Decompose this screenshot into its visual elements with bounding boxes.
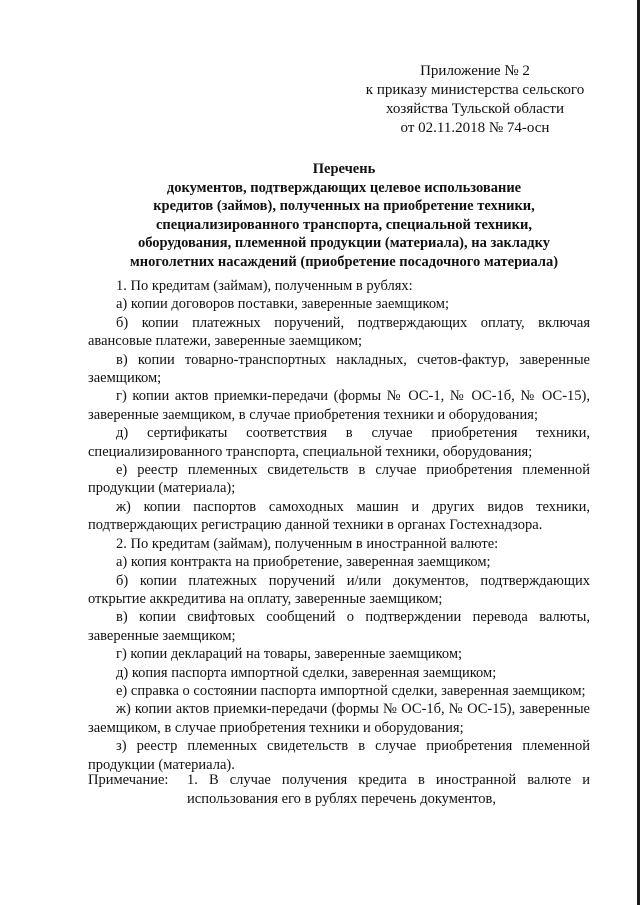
title-line: специализированного транспорта, специальной техники, <box>155 216 533 233</box>
list-item: д) копия паспорта импортной сделки, заверенная заемщиком; <box>116 664 497 681</box>
appendix-order-ref: к приказу министерства сельского <box>365 82 585 98</box>
appendix-number: Приложение № 2 <box>420 63 530 79</box>
appendix-ministry: хозяйства Тульской области <box>386 101 564 117</box>
list-item: е) справка о состоянии паспорта импортной сделки, заверенная заемщиком; <box>116 682 586 699</box>
title-line: многолетних насаждений (приобретение посадочного материала) <box>129 253 559 270</box>
note-label: Примечание: <box>88 772 169 788</box>
title-line: кредитов (займов), полученных на приобретение техники, <box>153 198 535 214</box>
note-text: 1. В случае получения кредита в иностранной валюте и использования его в рублях перечень документов, <box>187 772 590 807</box>
title-line: документов, подтверждающих целевое использование <box>166 179 522 196</box>
list-item: а) копия контракта на приобретение, заверенная заемщиком; <box>116 554 491 571</box>
list-item: г) копии деклараций на товары, заверенные заемщиком; <box>116 646 463 663</box>
list-item: а) копии договоров поставки, заверенные заемщиком; <box>116 296 449 313</box>
section-heading: 1. По кредитам (займам), полученным в рублях: <box>116 278 413 294</box>
list-item: д) сертификаты соответствия в случае приобретения техники, специализированного транспорта, специальной техники, оборудования; <box>88 425 590 460</box>
list-item: ж) копии паспортов самоходных машин и других видов техники, подтверждающих регистрацию данной техники в органах Гостехнадзора. <box>88 498 590 534</box>
document-title <box>80 160 608 271</box>
document-body <box>88 277 590 774</box>
appendix-header <box>345 62 605 138</box>
title-line: Перечень <box>312 161 376 177</box>
title-line: оборудования, племенной продукции (материала), на закладку <box>137 235 550 251</box>
list-item: б) копии платежных поручений, подтверждающих оплату, включая авансовые платежи, заверенные заемщиком; <box>88 314 590 350</box>
list-item: г) копии актов приемки-передачи (формы № ОС-1, № ОС-1б, № ОС-15), заверенные заемщиком, в случае приобретения техники и оборудования; <box>88 388 590 423</box>
section-heading: 2. По кредитам (займам), полученным в иностранной валюте: <box>116 535 499 552</box>
list-item: е) реестр племенных свидетельств в случае приобретения племенной продукции (материала); <box>88 462 590 497</box>
list-item: з) реестр племенных свидетельств в случае приобретения племенной продукции (материала). <box>88 738 590 773</box>
appendix-date: от 02.11.2018 № 74-осн <box>400 120 550 136</box>
list-item: в) копии свифтовых сообщений о подтверждении перевода валюты, заверенные заемщиком; <box>88 609 590 644</box>
list-item: в) копии товарно-транспортных накладных, счетов-фактур, заверенные заемщиком; <box>88 351 590 387</box>
list-item: ж) копии актов приемки-передачи (формы № ОС-1б, № ОС-15), заверенные заемщиком, в случае приобретения техники и оборудования; <box>88 701 590 736</box>
list-item: б) копии платежных поручений и/или документов, подтверждающих открытие аккредитива на оплату, заверенные заемщиком; <box>88 572 590 607</box>
